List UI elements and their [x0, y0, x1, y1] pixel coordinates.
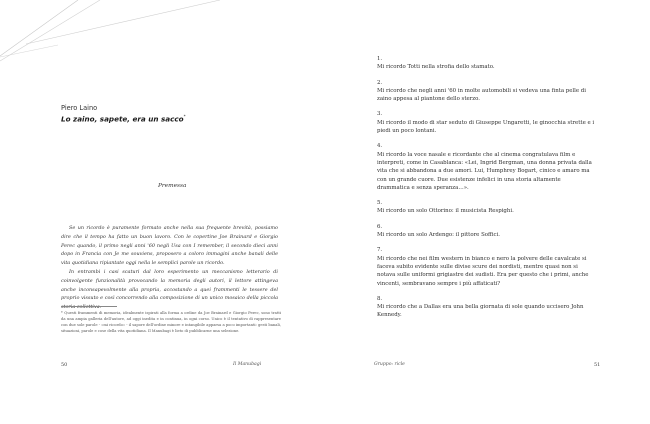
list-item [377, 110, 595, 135]
entry-text: Mi ricordo il modo di star seduto di Giuseppe Ungaretti, le ginocchia strette e i piedi un poco lontani. [377, 119, 595, 135]
list-item [377, 79, 595, 104]
entry-text: Mi ricordo un solo Ardengo: il pittore Soffici. [377, 232, 501, 239]
list-item [377, 199, 595, 216]
intro-paragraph: Se un ricordo è puramente formato anche nella sua frequente brevità, possiamo dire che il tempo ha fatto un buon lavoro. Con le copertine Joe Brainard e Giorgio Perec quando, il primo negli anni '60 negli Usa con I remember, il secondo dieci anni dopo in Francia con Je me souviens, proposero a coloro immagini anche banali delle vita quotidiana ripiantate oggi nella le semplici parole un ricordo. [61, 225, 278, 267]
running-head-left: Il Manubagi [233, 362, 262, 367]
entry-text: Mi ricordo un solo Ottorino: il musicista Respighi. [377, 208, 514, 215]
list-item [377, 223, 595, 240]
entry-number: 2. [377, 79, 383, 86]
article-title [61, 114, 186, 123]
memory-list [377, 55, 595, 327]
footnote-mark: * [183, 114, 186, 119]
entry-number: 3. [377, 111, 383, 118]
entry-number: 8. [377, 295, 383, 302]
list-item [377, 142, 595, 192]
entry-text: Mi ricordo la voce nasale e ricordante che al cinema congratulava film e interpreti, come in Casablanca: «Lei, Ingrid Bergman, una donna privata dalla vita che si abbandona a due amori. Lui, Humphrey Bogart, cinico e amaro ma con un grande cuore. Due esistenze infelici in una storia altamente drammatica e senza speranza…». [377, 151, 592, 191]
running-head-right: Gruppo: ricle [374, 362, 405, 367]
list-item [377, 295, 595, 320]
footnote-rule [61, 306, 117, 307]
author-name: Piero Laino [61, 104, 98, 112]
page-number-right: 51 [594, 362, 601, 368]
list-item [377, 55, 595, 72]
intro-text [61, 224, 278, 312]
page-number-left: 50 [61, 362, 68, 368]
entry-text: Mi ricordo Totti nella strofia dello stamato. [377, 64, 495, 71]
title-text: Lo zaino, sapete, era un sacco [61, 114, 184, 124]
list-item [377, 246, 595, 287]
entry-number: 6. [377, 223, 383, 230]
entry-text: Mi ricordo che negli anni '60 in molte automobili si vedeva una finta pelle di zaino appesa al piantone dello sterzo. [377, 87, 586, 103]
intro-paragraph: In entrambi i casi scaturi dal loro esperimento un meccanismo letterario di coinvolgente funzionalità provocando la memoria degli autori, il lettore attingeva anche inconsapevolmente alla propria, accostando a quei frammenti le tessere del proprio vissuto e così concorrendo alla composizione di un unico mosaico della piccola storia collettiva. [61, 268, 278, 311]
preface-heading: Premessa [158, 183, 187, 189]
entry-text: Mi ricordo che nei film western in bianco e nero la polvere delle cavalcate si faceva subito evidente sulle divise scure dei nordisti, mentre quasi non si notava sulle uniformi grigiastre dei sudisti. Era per questo che i primi, anche vincenti, sembravano sempre i più affaticati? [377, 255, 589, 287]
entry-number: 1. [377, 56, 383, 62]
right-page [325, 0, 650, 424]
entry-number: 7. [377, 247, 383, 254]
entry-text: Mi ricordo che a Dallas era una bella giornata di sole quando uccisero John Kennedy. [377, 304, 584, 319]
entry-number: 5. [377, 200, 383, 207]
footnote: * Questi frammenti di memoria, idealmente ispirati alla forma a ordine da Joe Brainard e Giorgio Perec, sono tratti da una ampia galleria dell'autore, ad oggi inedita e in continua, in ogni corso. Unico è il tentativo di rappresentare con due sole parole - «mi ricordo» - il sapore dell'ordine minore e intangibile apparsa a poco importanti: gesti banali, situazioni, parole e cose della vita quotidiana. Il Manubagi è lieto di pubblicarne una selezione. [61, 311, 281, 333]
entry-number: 4. [377, 143, 383, 150]
